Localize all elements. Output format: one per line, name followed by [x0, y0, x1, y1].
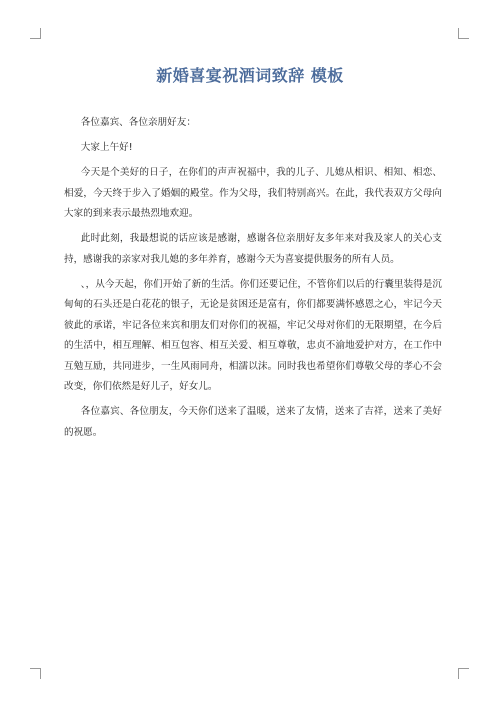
crop-mark-top-left [30, 28, 41, 39]
body-paragraph: 此时此刻，我最想说的话应该是感谢，感谢各位亲朋好友多年来对我及家人的关心支持，感谢我的亲家对我儿媳的多年养育，感谢今天为喜宴提供服务的所有人员。 [64, 233, 442, 265]
document-body [64, 113, 442, 448]
salutation-paragraph: 各位嘉宾、各位亲朋好友： [80, 117, 196, 128]
crop-mark-bottom-left [30, 668, 41, 679]
greeting-paragraph: 大家上午好! [80, 142, 133, 153]
document-title: 新婚喜宴祝酒词致辞 模板 [156, 66, 344, 85]
crop-mark-top-right [458, 28, 469, 39]
crop-mark-bottom-right [458, 668, 469, 679]
body-paragraph: 今天是个美好的日子，在你们的声声祝福中，我的儿子、儿媳从相识、相知、相恋、相爱，今天终于步入了婚姻的殿堂。作为父母，我们特别高兴。在此，我代表双方父母向大家的到来表示最热烈地欢迎。 [64, 167, 442, 219]
body-paragraph: 、，从今天起，你们开始了新的生活。你们还要记住，不管你们以后的行囊里装得是沉甸甸的石头还是白花花的银子，无论是贫困还是富有，你们都要满怀感恩之心，牢记今天彼此的承诺，牢记各位来宾和朋友们对你们的祝福，牢记父母对你们的无限期望，在今后的生活中，相互理解、相互包容、相互关爱、相互尊敬，忠贞不渝地爱护对方，在工作中互勉互励，共同进步，一生风雨同舟，相濡以沫。同时我也希望你们尊敬父母的孝心不会改变，你们依然是好儿子，好女儿。 [64, 278, 442, 392]
closing-paragraph: 各位嘉宾、各位朋友，今天你们送来了温暖，送来了友情，送来了吉祥，送来了美好的祝愿。 [64, 406, 442, 438]
